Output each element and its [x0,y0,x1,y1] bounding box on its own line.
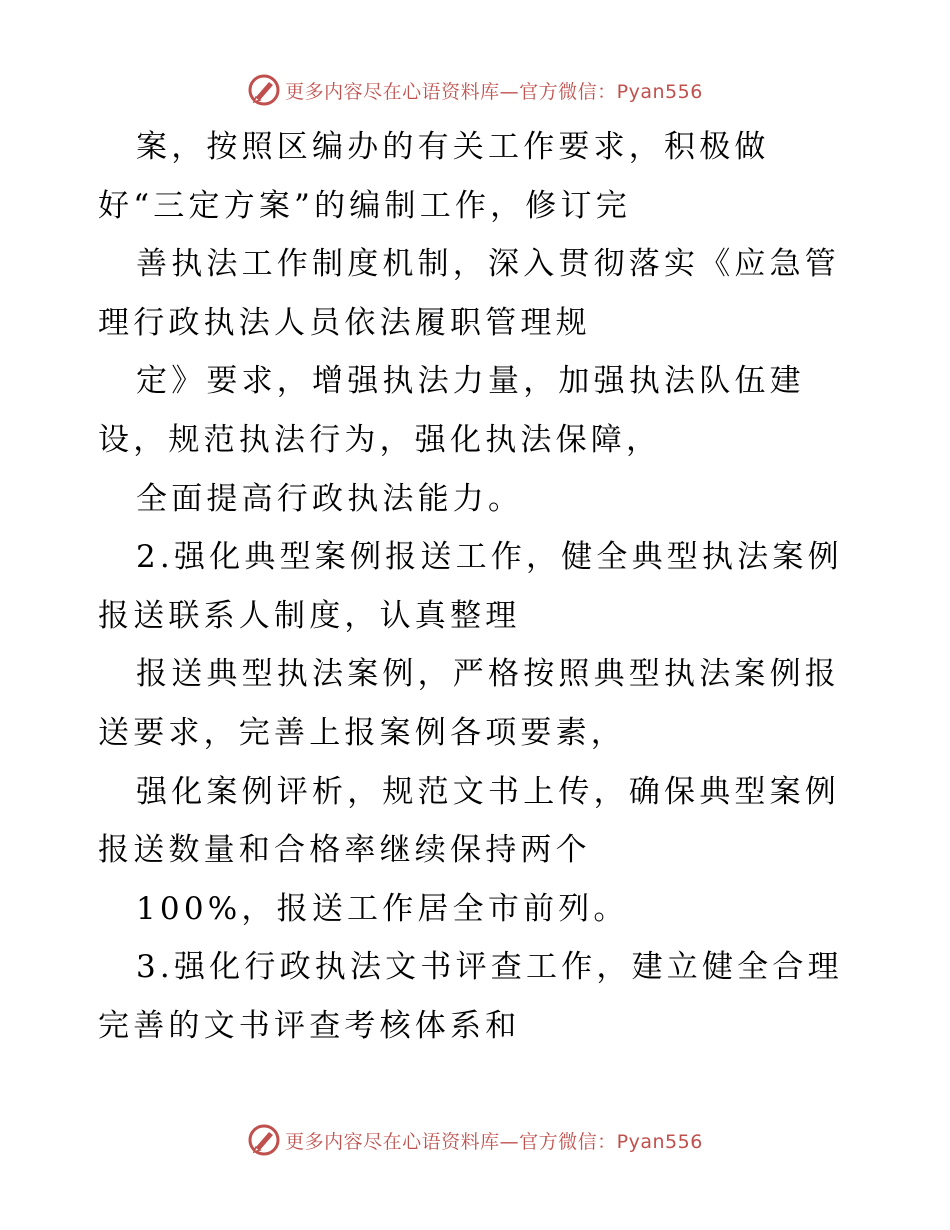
paragraph-2: 善执法工作制度机制，深入贯彻落实《应急管理行政执法人员依法履职管理规 [98,246,840,341]
document-body [98,118,858,1056]
pen-logo-icon [247,73,281,107]
paragraph-9: 3.强化行政执法文书评查工作，建立健全合理完善的文书评查考核体系和 [98,949,843,1044]
footer-banner [0,1120,950,1160]
footer-banner-text: 更多内容尽在心语资料库—官方微信：Pyan556 [285,1130,703,1153]
header-banner-text: 更多内容尽在心语资料库—官方微信：Pyan556 [285,80,703,103]
paragraph-6: 报送典型执法案例，严格按照典型执法案例报送要求，完善上报案例各项要素， [98,656,840,751]
header-banner-inner [247,73,703,107]
footer-banner-inner [247,1123,703,1157]
paragraph-8: 100%，报送工作居全市前列。 [136,890,629,927]
paragraph-3: 定》要求，增强执法力量，加强执法队伍建设，规范执法行为，强化执法保障， [98,363,805,458]
header-banner [0,70,950,110]
paragraph-1: 案，按照区编办的有关工作要求，积极做好“三定方案”的编制工作，修订完 [98,129,770,224]
paragraph-5: 2.强化典型案例报送工作，健全典型执法案例报送联系人制度，认真整理 [98,539,843,634]
paragraph-7: 强化案例评析，规范文书上传，确保典型案例报送数量和合格率继续保持两个 [98,773,840,869]
pen-logo-icon [247,1123,281,1157]
paragraph-4: 全面提高行政执法能力。 [136,480,524,517]
